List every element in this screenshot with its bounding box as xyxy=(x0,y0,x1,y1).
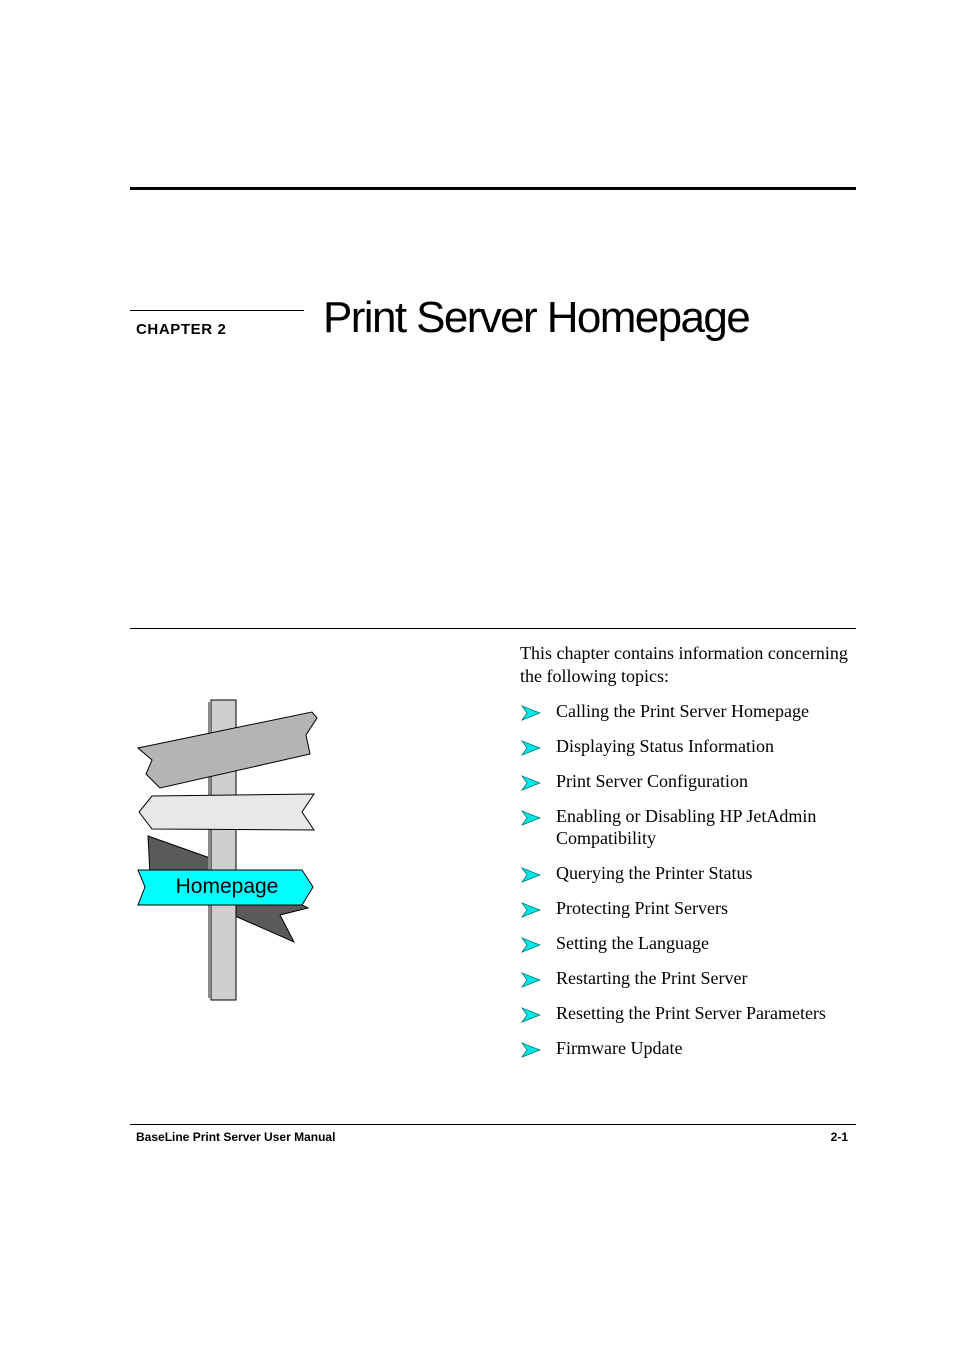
list-item xyxy=(520,805,856,849)
signpost-illustration xyxy=(130,690,330,1010)
topic-label: Restarting the Print Server xyxy=(556,968,748,988)
list-item xyxy=(520,770,856,792)
chapter-label: CHAPTER 2 xyxy=(136,321,227,338)
arrow-bullet-icon xyxy=(521,1007,541,1023)
topic-label: Displaying Status Information xyxy=(556,736,774,756)
arrow-bullet-icon xyxy=(521,810,541,826)
middle-sign xyxy=(139,794,314,830)
arrow-bullet-icon xyxy=(521,1042,541,1058)
footer-rule xyxy=(130,1124,856,1125)
topic-label: Enabling or Disabling HP JetAdmin Compatibility xyxy=(556,806,817,848)
chapter-rule xyxy=(130,310,304,311)
arrow-bullet-icon xyxy=(521,937,541,953)
topic-label: Protecting Print Servers xyxy=(556,898,728,918)
list-item xyxy=(520,1002,856,1024)
footer-manual-title: BaseLine Print Server User Manual xyxy=(136,1130,336,1144)
topic-label: Print Server Configuration xyxy=(556,771,748,791)
arrow-bullet-icon xyxy=(521,867,541,883)
chapter-title: Print Server Homepage xyxy=(323,293,750,342)
list-item xyxy=(520,967,856,989)
top-rule xyxy=(130,187,856,190)
list-item xyxy=(520,735,856,757)
list-item xyxy=(520,897,856,919)
arrow-bullet-icon xyxy=(521,902,541,918)
topic-label: Calling the Print Server Homepage xyxy=(556,701,809,721)
list-item xyxy=(520,862,856,884)
intro-paragraph: This chapter contains information concerning the following topics: xyxy=(520,643,848,686)
list-item xyxy=(520,932,856,954)
homepage-sign-label: Homepage xyxy=(175,875,279,898)
footer-page-number: 2-1 xyxy=(830,1130,848,1144)
arrow-bullet-icon xyxy=(521,705,541,721)
topic-list xyxy=(520,700,856,1072)
topic-label: Setting the Language xyxy=(556,933,709,953)
arrow-bullet-icon xyxy=(521,972,541,988)
list-item xyxy=(520,1037,856,1059)
arrow-bullet-icon xyxy=(521,775,541,791)
arrow-bullet-icon xyxy=(521,740,541,756)
topic-label: Firmware Update xyxy=(556,1038,683,1058)
list-item xyxy=(520,700,856,722)
topic-label: Querying the Printer Status xyxy=(556,863,753,883)
section-rule xyxy=(130,628,856,629)
topic-label: Resetting the Print Server Parameters xyxy=(556,1003,826,1023)
